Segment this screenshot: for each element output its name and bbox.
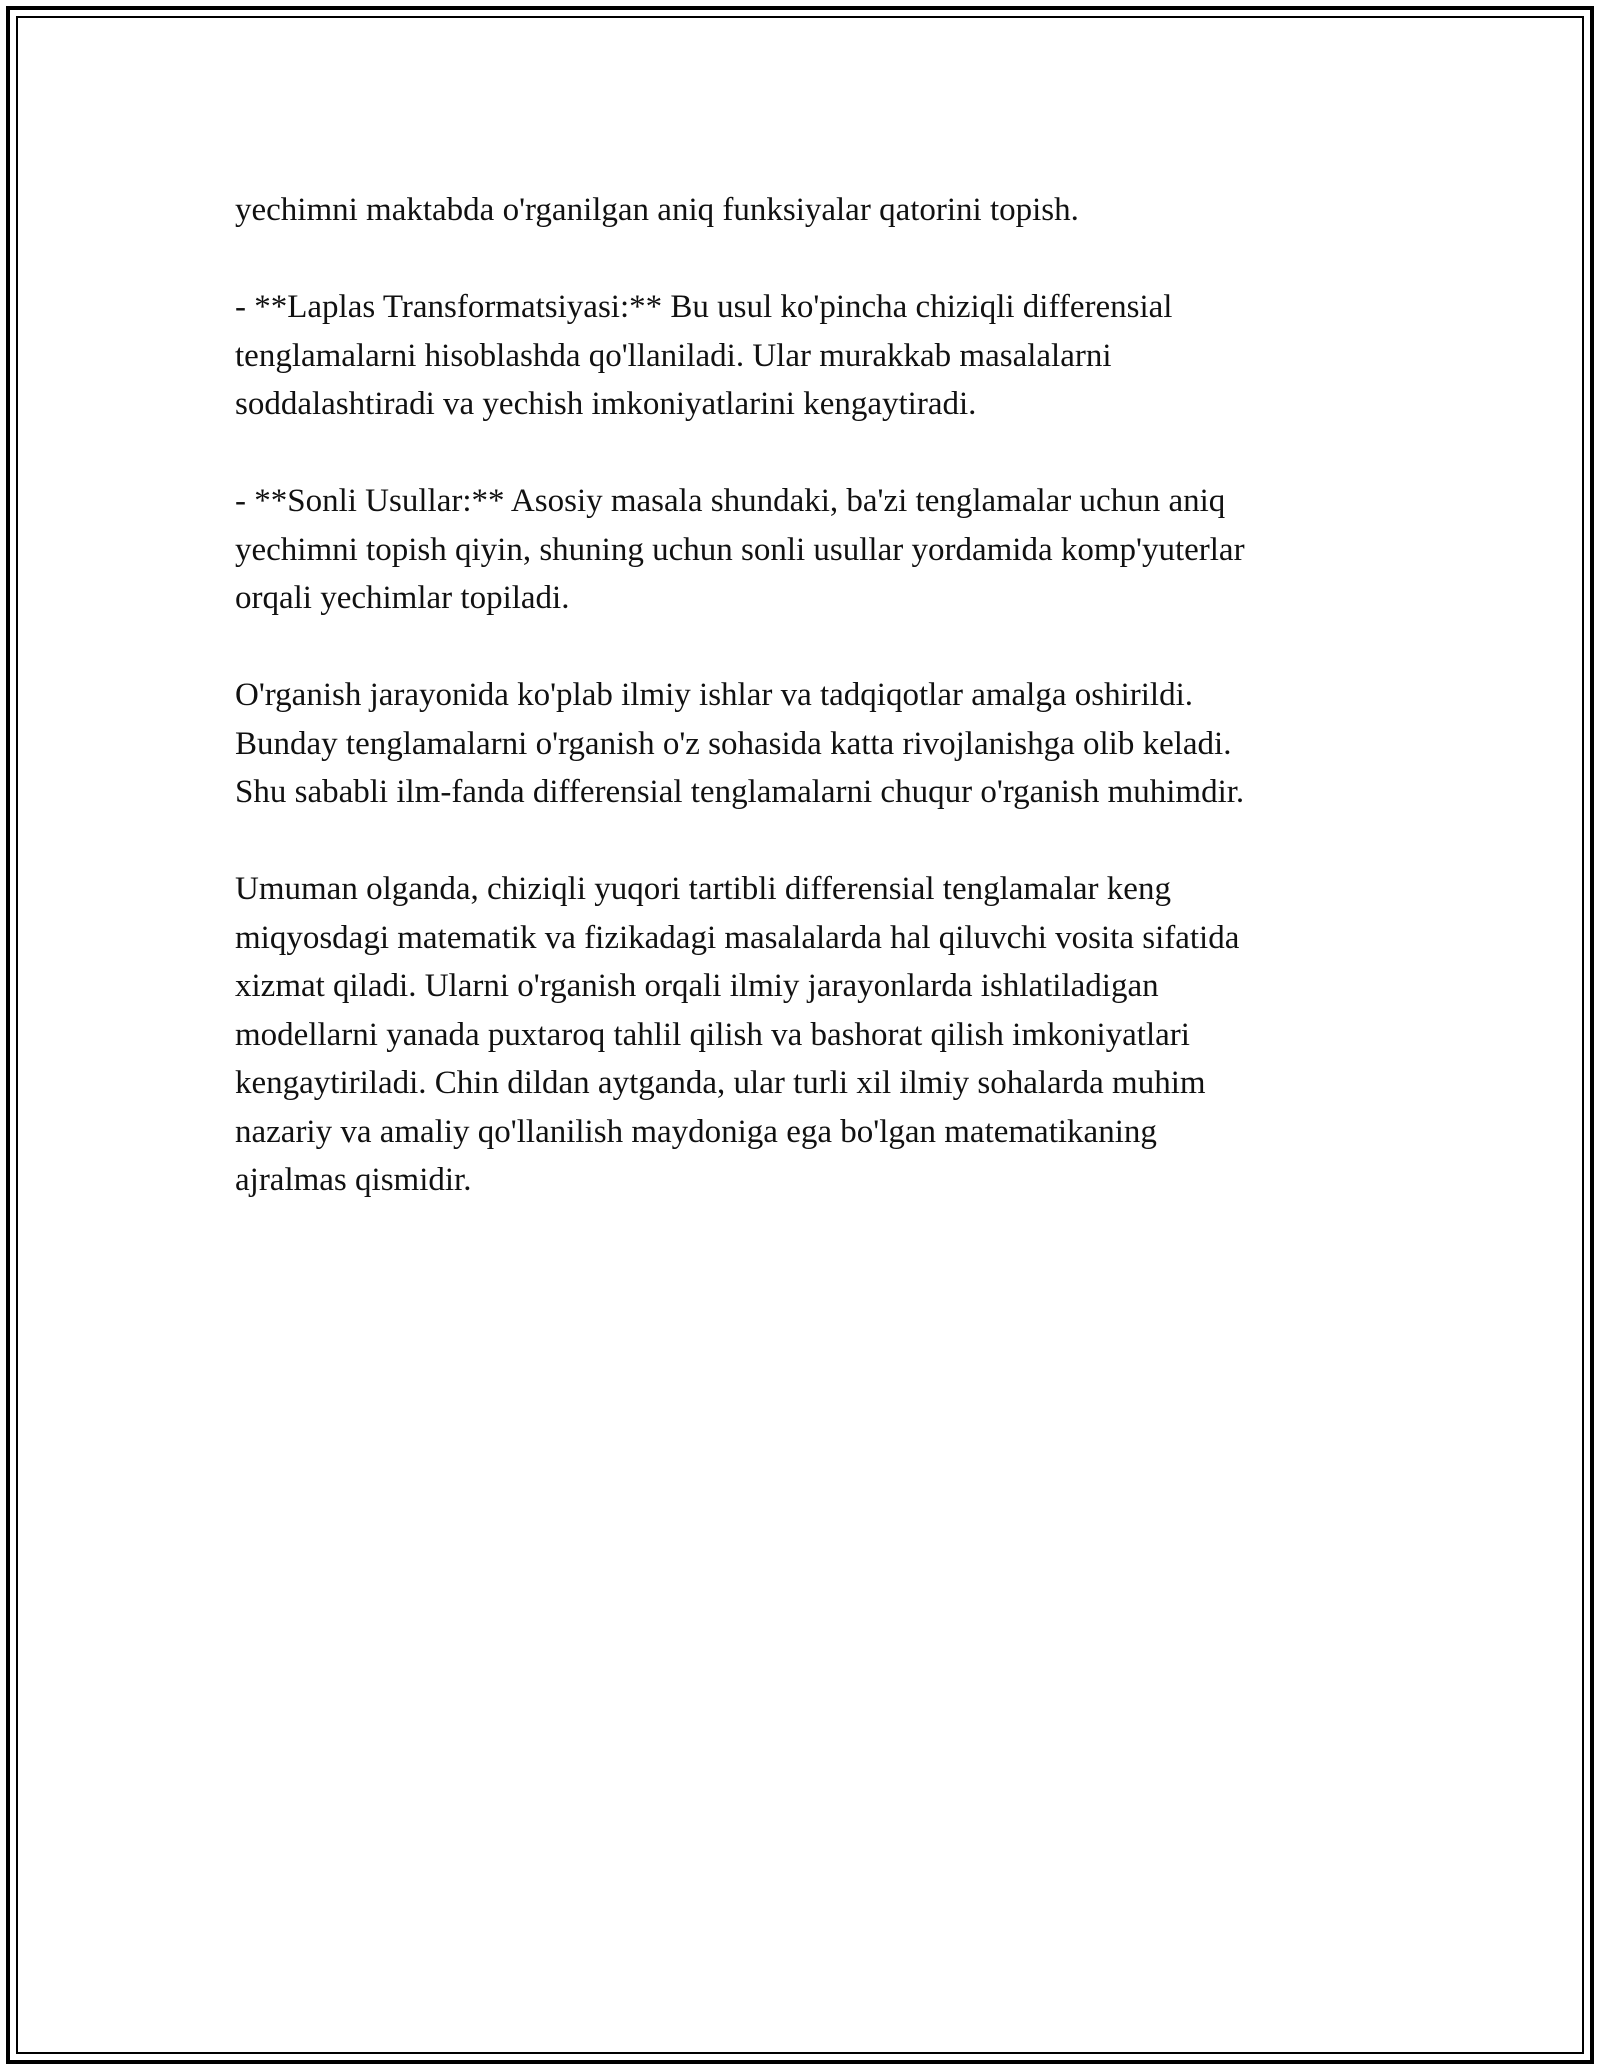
document-body — [235, 186, 1375, 1253]
paragraph-numerical-methods: - **Sonli Usullar:** Asosiy masala shundaki, ba'zi tenglamalar uchun aniq yechimni topish qiyin, shuning uchun sonli usullar yordamida komp'yuterlar orqali yechimlar topiladi. — [235, 483, 1245, 616]
paragraph-laplace-transform: - **Laplas Transformatsiyasi:** Bu usul ko'pincha chiziqli differensial tenglamalarni hisoblashda qo'llaniladi. Ular murakkab masalalarni soddalashtiradi va yechish imkoniyatlarini kengaytiradi. — [235, 289, 1173, 422]
paragraph-research: O'rganish jarayonida ko'plab ilmiy ishlar va tadqiqotlar amalga oshirildi. Bunday tenglamalarni o'rganish o'z sohasida katta rivojlanishga olib keladi. Shu sababli ilm-fanda differensial tenglamalarni chuqur o'rganish muhimdir. — [235, 677, 1245, 810]
paragraph-intro-continuation: yechimni maktabda o'rganilgan aniq funksiyalar qatorini topish. — [235, 192, 1079, 228]
paragraph-conclusion: Umuman olganda, chiziqli yuqori tartibli differensial tenglamalar keng miqyosdagi matematik va fizikadagi masalalarda hal qiluvchi vosita sifatida xizmat qiladi. Ularni o'rganish orqali ilmiy jarayonlarda ishlatiladigan modellarni yanada puxtaroq tahlil qilish va bashorat qilish imkoniyatlari kengaytiriladi. Chin dildan aytganda, ular turli xil ilmiy sohalarda muhim nazariy va amaliy qo'llanilish maydoniga ega bo'lgan matematikaning ajralmas qismidir. — [235, 871, 1240, 1198]
